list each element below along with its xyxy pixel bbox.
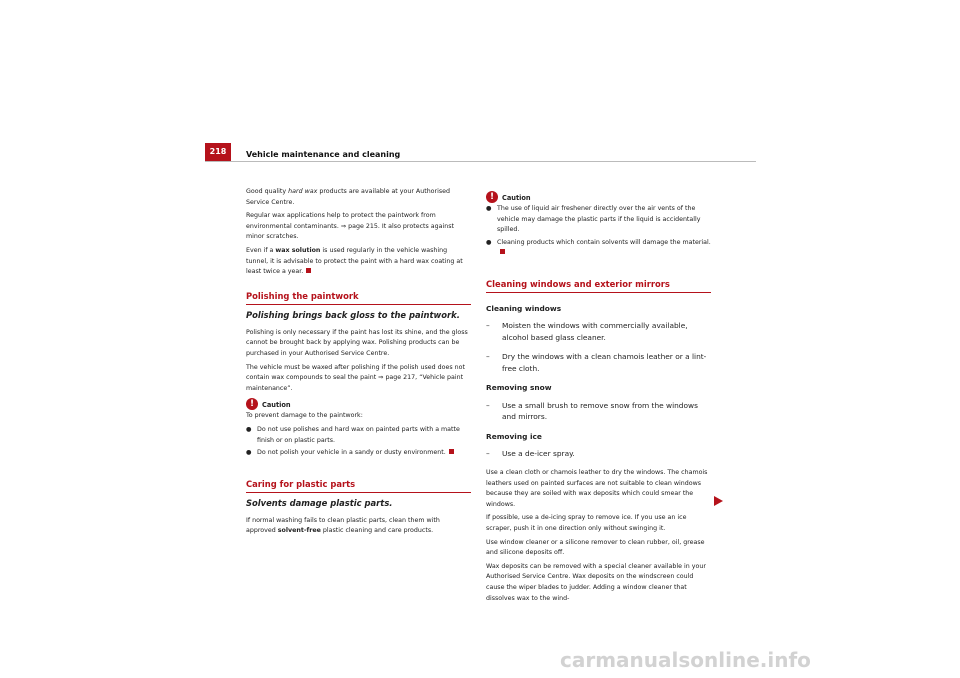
list-item: ● Cleaning products which contain solvents will damage the material.	[486, 238, 711, 259]
wax-solution-term: wax solution	[275, 246, 321, 254]
bullet-icon: ●	[246, 449, 252, 457]
windows-heading: Cleaning windows and exterior mirrors	[486, 279, 711, 293]
solvent-free-term: solvent-free	[277, 527, 321, 535]
caution-label: Caution	[502, 194, 531, 202]
windows-paragraph-2: If possible, use a de-icing spray to remove ice. If you use an ice scraper, push it in one direction only without swinging it.	[486, 514, 687, 532]
list-item: ● Do not polish your vehicle in a sandy or dusty environment.	[246, 448, 471, 459]
hard-wax-term: hard wax	[288, 188, 318, 195]
list-item: – Use a small brush to remove snow from the windows and mirrors.	[486, 400, 698, 422]
plastic-paragraph: If normal washing fails to clean plastic parts, clean them with approved solvent-free plastic cleaning and care products.	[246, 516, 440, 535]
bullet-icon: ●	[486, 238, 492, 246]
caution-label: Caution	[262, 401, 291, 410]
list-item: ● Do not use polishes and hard wax on painted parts with a matte finish or on plastic parts.	[246, 425, 471, 446]
dash-marker: –	[486, 352, 490, 362]
windows-paragraph-3: Use window cleaner or a silicone remover to clean rubber, oil, grease and silicone deposits off.	[486, 538, 705, 557]
list-item: – Moisten the windows with commercially available, alcohol based glass cleaner.	[486, 321, 688, 342]
warning-icon: !	[246, 398, 258, 410]
windows-paragraph-1: Use a clean cloth or chamois leather to dry the windows. The chamois leathers used on painted surfaces are not suitable to clean windows because they are soiled with wax deposits which could smear the windows.	[486, 468, 708, 508]
plastic-heading: Caring for plastic parts	[246, 479, 471, 493]
section-end-mark	[306, 268, 311, 273]
polishing-subheading: Polishing brings back gloss to the paintwork.	[246, 309, 460, 320]
removing-ice-subheading: Removing ice	[486, 431, 542, 441]
removing-snow-subheading: Removing snow	[486, 383, 552, 393]
left-column	[246, 187, 471, 540]
cleaning-windows-subheading: Cleaning windows	[486, 303, 562, 313]
windows-paragraph-4: Wax deposits can be removed with a special cleaner available in your Authorised Service Centre. Wax deposits on the windscreen could cause the wiper blades to judder. Adding a window cleaner that dissolves wax to the wind-	[486, 562, 706, 602]
polishing-paragraph-2: The vehicle must be waxed after polishing if the polish used does not contain wax compounds to seal the paint ⇒ page 217, “Vehicle paint maintenance”.	[246, 363, 465, 392]
dash-marker: –	[486, 321, 490, 331]
polishing-caution-header	[246, 398, 471, 410]
list-item: ● The use of liquid air freshener directly over the air vents of the vehicle may damage the plastic parts if the liquid is accidentally spilled.	[486, 204, 711, 236]
warning-icon: !	[486, 191, 498, 203]
list-item: – Dry the windows with a clean chamois leather or a lint-free cloth.	[486, 352, 707, 373]
polishing-heading: Polishing the paintwork	[246, 291, 471, 305]
page-number: 218	[209, 147, 227, 156]
right-column	[486, 191, 711, 607]
watermark: carmanualsonline.info	[560, 648, 811, 672]
plastic-caution-header	[486, 191, 711, 203]
dash-marker: –	[486, 449, 490, 459]
polishing-paragraph-1: Polishing is only necessary if the paint has lost its shine, and the gloss cannot be brought back by applying wax. Polishing products can be purchased in your Authorised Service Centre.	[246, 328, 468, 357]
list-item: – Use a de-icer spray.	[486, 449, 575, 459]
bullet-icon: ●	[486, 205, 492, 212]
section-end-mark	[449, 449, 454, 454]
continue-arrow-icon	[714, 496, 723, 506]
intro-paragraph-1: Good quality hard wax products are available at your Authorised Service Centre.	[246, 188, 451, 206]
header-divider	[205, 161, 756, 162]
section-end-mark	[500, 249, 505, 254]
dash-marker: –	[486, 400, 490, 410]
bullet-icon: ●	[246, 425, 252, 433]
caution-intro: To prevent damage to the paintwork:	[246, 412, 363, 420]
plastic-subheading: Solvents damage plastic parts.	[246, 497, 393, 508]
intro-paragraph-2: Regular wax applications help to protect the paintwork from environmental contaminants. ⇒ page 215. It also protects against minor scratches.	[246, 212, 454, 241]
intro-paragraph-3: Even if a wax solution is used regularly in the vehicle washing tunnel, it is advisable to protect the paint with a hard wax coating at least twice a year.	[246, 246, 463, 276]
running-header-title: Vehicle maintenance and cleaning	[246, 150, 401, 159]
